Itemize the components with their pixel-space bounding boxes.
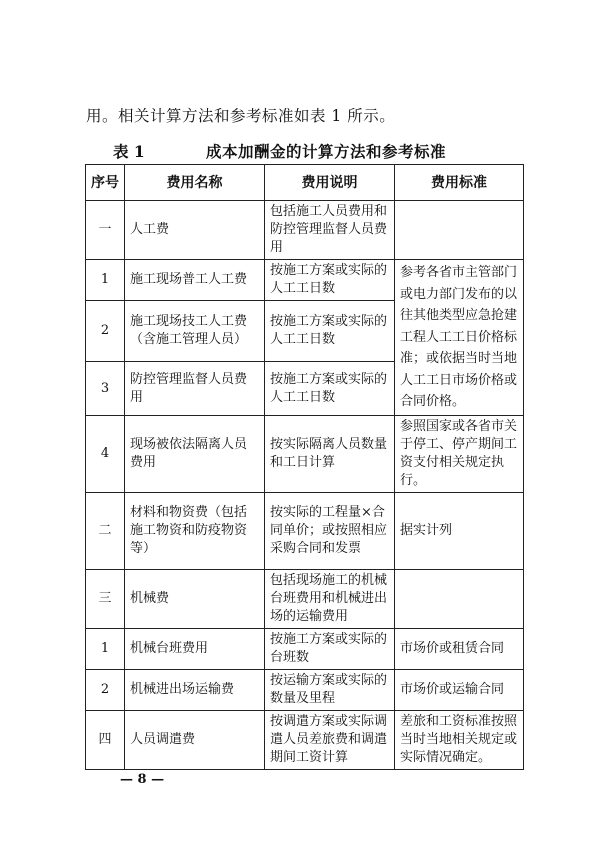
row-std: 市场价或运输合同 — [395, 670, 524, 711]
row-name: 人工费 — [125, 201, 265, 260]
table-header-row — [86, 165, 524, 201]
row-name: 现场被依法隔离人员费用 — [125, 416, 265, 493]
table-row — [86, 201, 524, 260]
row-no: 2 — [86, 301, 125, 362]
row-desc: 按运输方案或实际的数量及里程 — [265, 670, 395, 711]
intro-text: 用。相关计算方法和参考标准如表 1 所示。 — [86, 107, 396, 125]
row-name: 施工现场技工人工费（含施工管理人员） — [125, 301, 265, 362]
row-no: 4 — [86, 416, 125, 493]
row-no: 二 — [86, 493, 125, 570]
table-row — [86, 493, 524, 570]
row-std: 差旅和工资标准按照当时当地相关规定或实际情况确定。 — [395, 711, 524, 770]
row-desc: 按实际的工程量×合同单价；或按照相应采购合同和发票 — [265, 493, 395, 570]
row-std: 市场价或租赁合同 — [395, 629, 524, 670]
table-caption-label: 表 1 — [113, 142, 145, 161]
row-std: 参照国家或各省市关于停工、停产期间工资支付相关规定执行。 — [395, 416, 524, 493]
row-name: 材料和物资费（包括施工物资和防疫物资等） — [125, 493, 265, 570]
row-no: 三 — [86, 570, 125, 629]
row-desc: 按施工方案或实际的人工工日数 — [265, 260, 395, 301]
page-number: — 8 — — [120, 772, 165, 787]
row-no: 2 — [86, 670, 125, 711]
row-no: 四 — [86, 711, 125, 770]
row-std — [395, 201, 524, 260]
table-row — [86, 629, 524, 670]
row-desc: 按施工方案或实际的人工工日数 — [265, 301, 395, 362]
header-desc: 费用说明 — [265, 165, 395, 201]
merged-labor-standard: 参考各省市主管部门或电力部门发布的以往其他类型应急抢建工程人工工日价格标准；或依据当时当地人工工日市场价格或合同价格。 — [395, 260, 524, 416]
row-no: 一 — [86, 201, 125, 260]
header-seq: 序号 — [86, 165, 125, 201]
row-desc: 包括施工人员费用和防控管理监督人员费用 — [265, 201, 395, 260]
row-no: 1 — [86, 629, 125, 670]
row-name: 人员调遣费 — [125, 711, 265, 770]
table-row — [86, 416, 524, 493]
table-row — [86, 570, 524, 629]
row-name: 防控管理监督人员费用 — [125, 362, 265, 416]
row-name: 机械进出场运输费 — [125, 670, 265, 711]
row-desc: 包括现场施工的机械台班费用和机械进出场的运输费用 — [265, 570, 395, 629]
row-desc: 按调遣方案或实际调遣人员差旅费和调遣期间工资计算 — [265, 711, 395, 770]
header-name: 费用名称 — [125, 165, 265, 201]
row-name: 施工现场普工人工费 — [125, 260, 265, 301]
row-std — [395, 570, 524, 629]
cost-table — [85, 164, 524, 770]
table-row — [86, 711, 524, 770]
row-desc: 按施工方案或实际的台班数 — [265, 629, 395, 670]
row-desc: 按实际隔离人员数量和工日计算 — [265, 416, 395, 493]
row-std: 据实计列 — [395, 493, 524, 570]
row-no: 1 — [86, 260, 125, 301]
row-no: 3 — [86, 362, 125, 416]
table-caption-title: 成本加酬金的计算方法和参考标准 — [206, 142, 447, 161]
table-row — [86, 260, 524, 301]
row-name: 机械台班费用 — [125, 629, 265, 670]
row-desc: 按施工方案或实际的人工工日数 — [265, 362, 395, 416]
table-row — [86, 670, 524, 711]
header-std: 费用标准 — [395, 165, 524, 201]
row-name: 机械费 — [125, 570, 265, 629]
